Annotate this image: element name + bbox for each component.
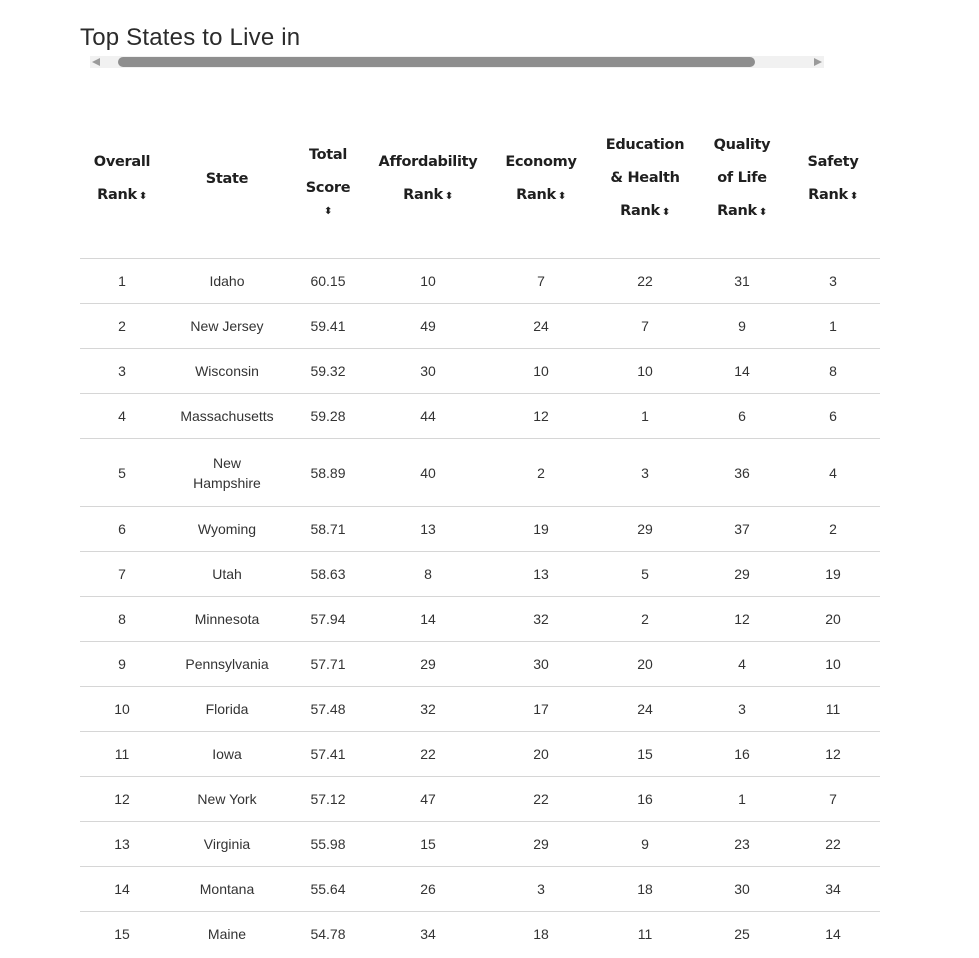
cell-state: Florida: [164, 687, 290, 732]
table-row: [80, 552, 880, 597]
cell-overall-rank: 11: [80, 732, 164, 777]
table-row: [80, 642, 880, 687]
cell-safety-rank: 2: [786, 507, 880, 552]
column-header-label: Rank ⬍: [97, 186, 147, 203]
cell-safety-rank: 1: [786, 304, 880, 349]
sort-arrows-icon[interactable]: ⬍: [661, 207, 670, 218]
cell-safety-rank: 14: [786, 912, 880, 957]
column-header-label: of Life: [717, 170, 767, 186]
column-header-affordability-rank[interactable]: [366, 100, 490, 259]
table-row: [80, 777, 880, 822]
cell-affordability-rank: 47: [366, 777, 490, 822]
cell-state: Iowa: [164, 732, 290, 777]
cell-state: Minnesota: [164, 597, 290, 642]
table-body: [80, 259, 880, 957]
cell-education-health-rank: 15: [592, 732, 698, 777]
cell-state: New Hampshire: [164, 439, 290, 507]
column-header-safety-rank[interactable]: [786, 100, 880, 259]
cell-overall-rank: 13: [80, 822, 164, 867]
cell-economy-rank: 19: [490, 507, 592, 552]
cell-safety-rank: 8: [786, 349, 880, 394]
column-header-label: Total: [308, 147, 348, 163]
table-row: [80, 439, 880, 507]
cell-overall-rank: 4: [80, 394, 164, 439]
cell-education-health-rank: 16: [592, 777, 698, 822]
cell-state: Massachusetts: [164, 394, 290, 439]
cell-overall-rank: 3: [80, 349, 164, 394]
cell-total-score: 55.64: [290, 867, 366, 912]
cell-education-health-rank: 29: [592, 507, 698, 552]
cell-state: New York: [164, 777, 290, 822]
column-header-overall-rank[interactable]: [80, 100, 164, 259]
horizontal-scrollbar[interactable]: [90, 56, 824, 68]
cell-economy-rank: 12: [490, 394, 592, 439]
cell-quality-of-life-rank: 23: [698, 822, 786, 867]
column-header-quality-of-life-rank[interactable]: [698, 100, 786, 259]
cell-quality-of-life-rank: 12: [698, 597, 786, 642]
table-row: [80, 349, 880, 394]
column-header-education-health-rank[interactable]: [592, 100, 698, 259]
cell-overall-rank: 5: [80, 439, 164, 507]
cell-safety-rank: 3: [786, 259, 880, 304]
cell-quality-of-life-rank: 29: [698, 552, 786, 597]
cell-overall-rank: 2: [80, 304, 164, 349]
cell-safety-rank: 4: [786, 439, 880, 507]
cell-total-score: 59.32: [290, 349, 366, 394]
cell-overall-rank: 6: [80, 507, 164, 552]
rankings-table-container: [80, 100, 859, 958]
cell-total-score: 58.89: [290, 439, 366, 507]
cell-quality-of-life-rank: 1: [698, 777, 786, 822]
cell-state: Utah: [164, 552, 290, 597]
cell-economy-rank: 20: [490, 732, 592, 777]
cell-safety-rank: 20: [786, 597, 880, 642]
cell-economy-rank: 24: [490, 304, 592, 349]
cell-education-health-rank: 11: [592, 912, 698, 957]
cell-safety-rank: 6: [786, 394, 880, 439]
cell-overall-rank: 12: [80, 777, 164, 822]
cell-quality-of-life-rank: 37: [698, 507, 786, 552]
cell-affordability-rank: 22: [366, 732, 490, 777]
rankings-table: [80, 100, 880, 956]
cell-quality-of-life-rank: 6: [698, 394, 786, 439]
cell-overall-rank: 14: [80, 867, 164, 912]
cell-total-score: 58.63: [290, 552, 366, 597]
cell-economy-rank: 13: [490, 552, 592, 597]
cell-state: Virginia: [164, 822, 290, 867]
cell-state: Idaho: [164, 259, 290, 304]
cell-state: Maine: [164, 912, 290, 957]
cell-quality-of-life-rank: 31: [698, 259, 786, 304]
cell-total-score: 55.98: [290, 822, 366, 867]
cell-quality-of-life-rank: 9: [698, 304, 786, 349]
column-header-label: Affordability: [378, 153, 478, 170]
cell-quality-of-life-rank: 36: [698, 439, 786, 507]
column-header-label: Rank ⬍: [403, 186, 453, 203]
cell-economy-rank: 2: [490, 439, 592, 507]
column-header-label: Score: [305, 180, 351, 196]
table-row: [80, 507, 880, 552]
cell-economy-rank: 3: [490, 867, 592, 912]
table-row: [80, 597, 880, 642]
table-header-row: [80, 100, 880, 259]
sort-arrows-icon[interactable]: ⬍: [323, 206, 333, 217]
cell-total-score: 54.78: [290, 912, 366, 957]
cell-education-health-rank: 5: [592, 552, 698, 597]
table-row: [80, 732, 880, 777]
table-row: [80, 394, 880, 439]
cell-affordability-rank: 40: [366, 439, 490, 507]
table-row: [80, 867, 880, 912]
cell-safety-rank: 12: [786, 732, 880, 777]
cell-affordability-rank: 26: [366, 867, 490, 912]
cell-economy-rank: 29: [490, 822, 592, 867]
cell-quality-of-life-rank: 25: [698, 912, 786, 957]
cell-state: Wyoming: [164, 507, 290, 552]
column-header-label: State: [205, 170, 249, 187]
cell-economy-rank: 10: [490, 349, 592, 394]
cell-quality-of-life-rank: 4: [698, 642, 786, 687]
table-row: [80, 304, 880, 349]
cell-quality-of-life-rank: 14: [698, 349, 786, 394]
cell-total-score: 57.48: [290, 687, 366, 732]
cell-affordability-rank: 14: [366, 597, 490, 642]
cell-total-score: 59.41: [290, 304, 366, 349]
cell-economy-rank: 17: [490, 687, 592, 732]
cell-total-score: 57.94: [290, 597, 366, 642]
cell-affordability-rank: 10: [366, 259, 490, 304]
cell-economy-rank: 7: [490, 259, 592, 304]
cell-overall-rank: 1: [80, 259, 164, 304]
cell-education-health-rank: 24: [592, 687, 698, 732]
cell-economy-rank: 22: [490, 777, 592, 822]
cell-state: Wisconsin: [164, 349, 290, 394]
cell-safety-rank: 34: [786, 867, 880, 912]
scroll-left-arrow-icon[interactable]: [92, 58, 100, 66]
column-header-state: [164, 100, 290, 259]
cell-safety-rank: 19: [786, 552, 880, 597]
sort-arrows-icon[interactable]: ⬍: [758, 207, 767, 218]
table-row: [80, 259, 880, 304]
cell-overall-rank: 7: [80, 552, 164, 597]
cell-overall-rank: 9: [80, 642, 164, 687]
cell-affordability-rank: 8: [366, 552, 490, 597]
scroll-right-arrow-icon[interactable]: [814, 58, 822, 66]
cell-total-score: 58.71: [290, 507, 366, 552]
cell-total-score: 57.12: [290, 777, 366, 822]
cell-total-score: 60.15: [290, 259, 366, 304]
cell-quality-of-life-rank: 16: [698, 732, 786, 777]
cell-education-health-rank: 1: [592, 394, 698, 439]
sort-arrows-icon[interactable]: ⬍: [557, 190, 566, 202]
cell-education-health-rank: 10: [592, 349, 698, 394]
scrollbar-thumb[interactable]: [118, 57, 755, 67]
cell-total-score: 59.28: [290, 394, 366, 439]
cell-overall-rank: 10: [80, 687, 164, 732]
cell-education-health-rank: 3: [592, 439, 698, 507]
column-header-total-score[interactable]: [290, 100, 366, 259]
cell-affordability-rank: 30: [366, 349, 490, 394]
cell-affordability-rank: 29: [366, 642, 490, 687]
cell-safety-rank: 22: [786, 822, 880, 867]
cell-education-health-rank: 18: [592, 867, 698, 912]
cell-economy-rank: 30: [490, 642, 592, 687]
cell-education-health-rank: 20: [592, 642, 698, 687]
cell-economy-rank: 18: [490, 912, 592, 957]
cell-affordability-rank: 34: [366, 912, 490, 957]
column-header-label: Rank ⬍: [717, 203, 767, 219]
cell-education-health-rank: 9: [592, 822, 698, 867]
cell-education-health-rank: 22: [592, 259, 698, 304]
page-title: Top States to Live in: [80, 24, 301, 51]
cell-total-score: 57.41: [290, 732, 366, 777]
cell-safety-rank: 10: [786, 642, 880, 687]
column-header-economy-rank[interactable]: [490, 100, 592, 259]
column-header-label: Economy: [505, 153, 577, 170]
cell-education-health-rank: 7: [592, 304, 698, 349]
cell-quality-of-life-rank: 3: [698, 687, 786, 732]
table-row: [80, 687, 880, 732]
cell-state: Montana: [164, 867, 290, 912]
column-header-label: Overall: [93, 153, 151, 170]
sort-arrows-icon[interactable]: ⬍: [444, 190, 453, 202]
column-header-label: Rank ⬍: [516, 186, 566, 203]
column-header-label: Quality: [713, 137, 771, 153]
cell-economy-rank: 32: [490, 597, 592, 642]
cell-affordability-rank: 44: [366, 394, 490, 439]
table-row: [80, 912, 880, 957]
cell-overall-rank: 15: [80, 912, 164, 957]
cell-quality-of-life-rank: 30: [698, 867, 786, 912]
cell-safety-rank: 11: [786, 687, 880, 732]
cell-affordability-rank: 32: [366, 687, 490, 732]
cell-safety-rank: 7: [786, 777, 880, 822]
column-header-label: Rank ⬍: [620, 203, 670, 219]
cell-affordability-rank: 13: [366, 507, 490, 552]
cell-affordability-rank: 49: [366, 304, 490, 349]
cell-state: Pennsylvania: [164, 642, 290, 687]
column-header-label: Safety: [807, 153, 859, 170]
sort-arrows-icon[interactable]: ⬍: [849, 190, 858, 202]
column-header-label: & Health: [610, 170, 680, 186]
cell-education-health-rank: 2: [592, 597, 698, 642]
column-header-label: Rank ⬍: [808, 186, 858, 203]
cell-overall-rank: 8: [80, 597, 164, 642]
table-row: [80, 822, 880, 867]
column-header-label: Education: [605, 137, 685, 153]
cell-total-score: 57.71: [290, 642, 366, 687]
sort-arrows-icon[interactable]: ⬍: [138, 190, 147, 202]
cell-state: New Jersey: [164, 304, 290, 349]
cell-affordability-rank: 15: [366, 822, 490, 867]
